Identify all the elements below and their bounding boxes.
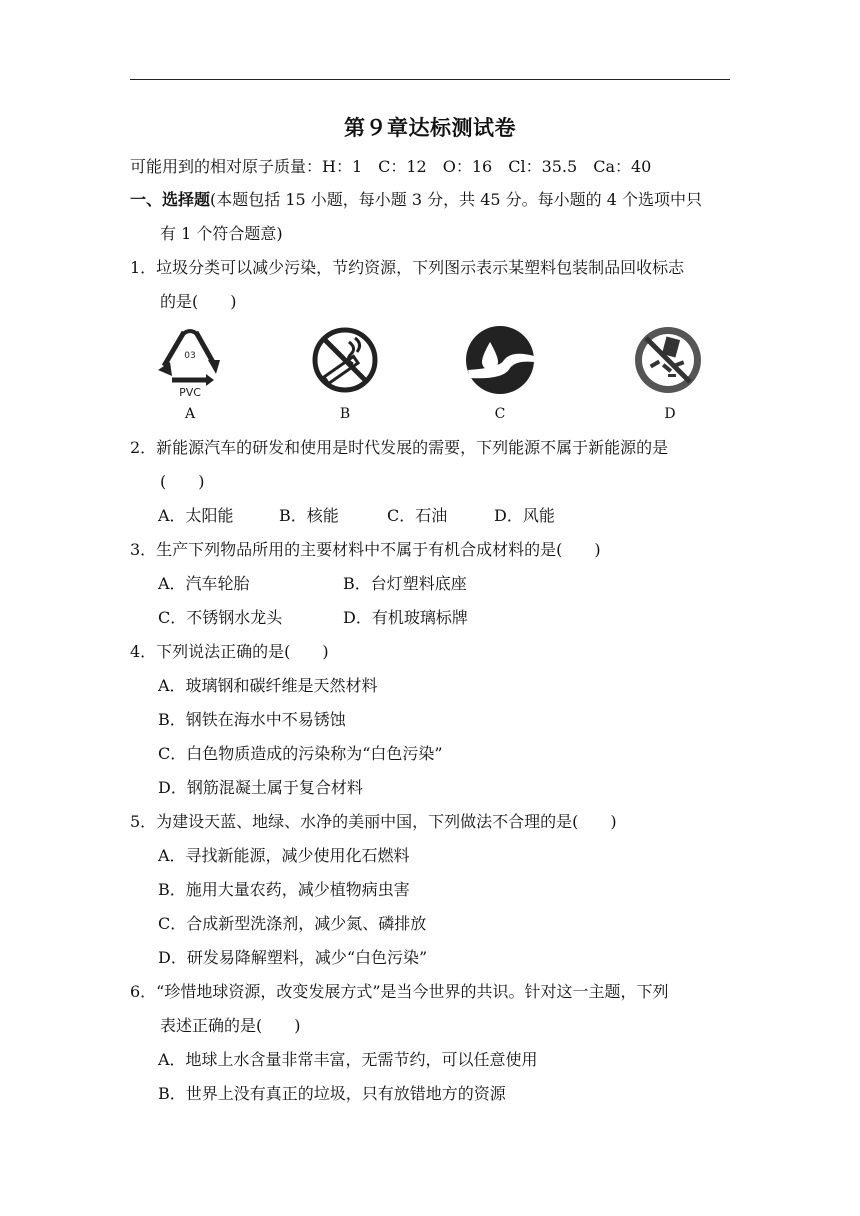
option-a-label: A (184, 406, 196, 422)
question-1: 1．垃圾分类可以减少污染，节约资源，下列图示表示某塑料包装制品回收标志 (130, 258, 685, 277)
question-5-option-a: A．寻找新能源，减少使用化石燃料 (158, 846, 410, 865)
question-6: 6．“珍惜地球资源，改变发展方式”是当今世界的共识。针对这一主题，下列 (130, 982, 669, 1001)
option-d-label: D (664, 406, 676, 422)
recycle-code: 03 (184, 351, 196, 361)
question-5-option-d: D．研发易降解塑料，减少“白色污染” (158, 948, 428, 967)
no-littering-icon (628, 322, 708, 402)
question-3-option-b: B．台灯塑料底座 (343, 574, 467, 593)
page-title: 第９章达标测试卷 (344, 116, 516, 140)
question-1-icons (130, 322, 730, 432)
question-2-option-a: A．太阳能 (158, 506, 234, 525)
atomic-masses: 可能用到的相对原子质量：H：1 C：12 O：16 Cl：35.5 Ca：40 (130, 157, 652, 176)
question-3-option-a: A．汽车轮胎 (158, 574, 250, 593)
section-description-cont: 有 1 个符合题意) (160, 224, 283, 243)
question-4-option-a: A．玻璃钢和碳纤维是天然材料 (158, 676, 378, 695)
option-c-label: C (494, 406, 506, 422)
question-6-option-a: A．地球上水含量非常丰富，无需节约，可以任意使用 (158, 1050, 538, 1069)
no-smoking-icon (305, 322, 385, 402)
question-1-cont: 的是( ) (160, 292, 237, 311)
question-6-option-b: B．世界上没有真正的垃圾，只有放错地方的资源 (158, 1084, 506, 1103)
section-heading: 一、选择题 (130, 190, 211, 209)
question-6-cont: 表述正确的是( ) (160, 1016, 301, 1035)
question-2-option-b: B．核能 (279, 506, 339, 525)
question-3-option-c: C．不锈钢水龙头 (158, 608, 283, 627)
question-2: 2．新能源汽车的研发和使用是时代发展的需要，下列能源不属于新能源的是 (130, 438, 669, 457)
question-4-option-c: C．白色物质造成的污染称为“白色污染” (158, 744, 443, 763)
question-5-option-b: B．施用大量农药，减少植物病虫害 (158, 880, 410, 899)
question-4-option-d: D．钢筋混凝土属于复合材料 (158, 778, 363, 797)
question-3-option-d: D．有机玻璃标牌 (343, 608, 468, 627)
question-4: 4．下列说法正确的是( ) (130, 642, 329, 661)
option-b-label: B (339, 406, 351, 422)
question-5: 5．为建设天蓝、地绿、水净的美丽中国，下列做法不合理的是( ) (130, 812, 617, 831)
question-2-cont: ( ) (160, 472, 205, 491)
water-saving-icon (460, 322, 540, 402)
section-heading-line (130, 189, 702, 211)
question-4-option-b: B．钢铁在海水中不易锈蚀 (158, 710, 346, 729)
header-rule (130, 79, 730, 80)
question-2-option-c: C．石油 (387, 506, 448, 525)
question-5-option-c: C．合成新型洗涤剂，减少氮、磷排放 (158, 914, 427, 933)
section-description: (本题包括 15 小题，每小题 3 分，共 45 分。每小题的 4 个选项中只 (210, 190, 703, 209)
question-2-option-d: D．风能 (494, 506, 555, 525)
recycle-material: PVC (179, 386, 201, 399)
question-3: 3．生产下列物品所用的主要材料中不属于有机合成材料的是( ) (130, 540, 601, 559)
recycle-triangle-icon (150, 322, 230, 402)
